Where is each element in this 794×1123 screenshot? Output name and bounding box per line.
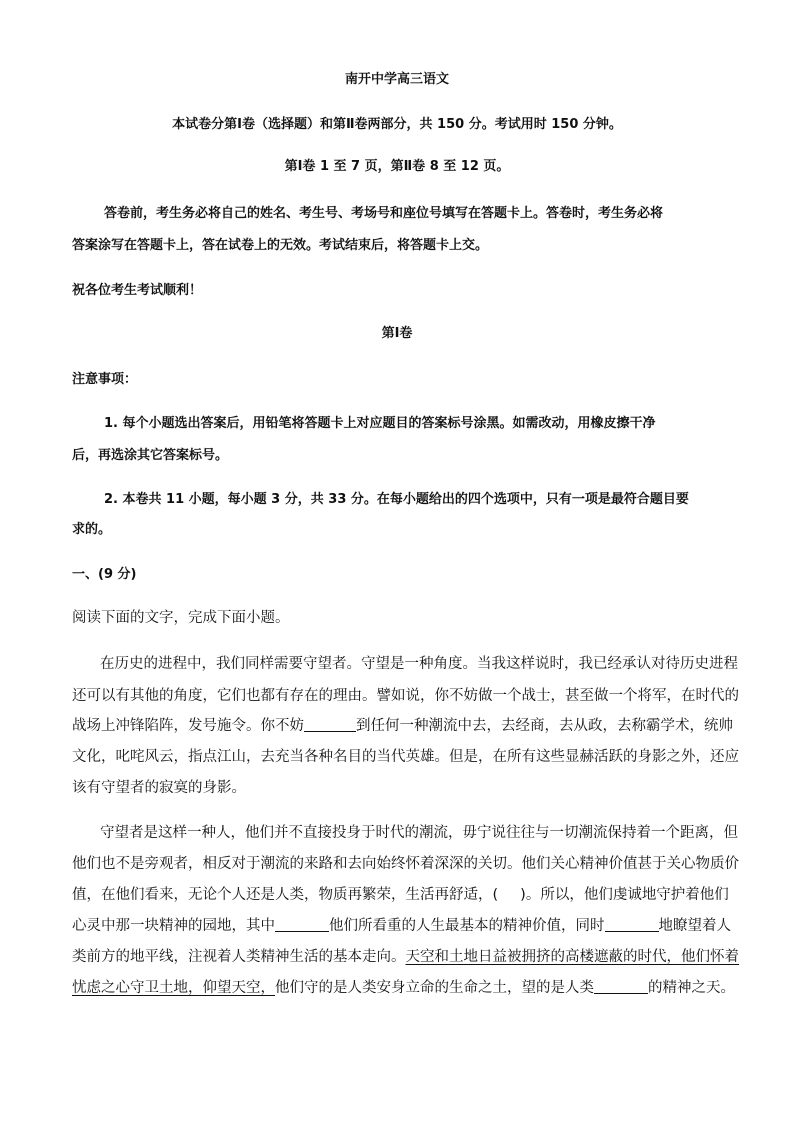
reading-prompt: 阅读下面的文字，完成下面小题。 bbox=[72, 610, 290, 626]
fill-blank-2 bbox=[275, 916, 329, 932]
passage-text: 心灵中那一块精神的园地，其中 bbox=[72, 918, 275, 934]
passage-text: 值，在他们看来，无论个人还是人类，物质再繁荣，生活再舒适，( bbox=[72, 887, 499, 903]
passage-text: 战场上冲锋陷阵，发号施令。你不妨 bbox=[72, 718, 304, 734]
notes-label: 注意事项： bbox=[72, 372, 138, 387]
note-1-line-1: 1. 每个小题选出答案后，用铅笔将答题卡上对应题目的答案标号涂黑。如需改动，用橡皮擦干净 bbox=[104, 416, 656, 431]
passage-p1-line-4: 文化，叱咤风云，指点江山，去充当各种名目的当代英雄。但是，在所有这些显赫活跃的身影之外，还应 bbox=[72, 749, 739, 765]
instructions-line-2: 答案涂写在答题卡上，答在试卷上的无效。考试结束后，将答题卡上交。 bbox=[72, 238, 489, 253]
passage-p1-line-5: 该有守望者的寂寞的身影。 bbox=[72, 780, 246, 796]
passage-p2-line-5 bbox=[72, 945, 739, 966]
note-1-line-2: 后，再选涂其它答案标号。 bbox=[72, 448, 229, 463]
passage-p2-line-4 bbox=[72, 914, 731, 935]
passage-text: 地瞭望着人 bbox=[658, 918, 731, 934]
passage-p1-line-3 bbox=[72, 714, 733, 735]
passage-p2-line-1: 守望者是这样一种人，他们并不直接投身于时代的潮流，毋宁说往往与一切潮流保持着一个距离，但 bbox=[100, 825, 738, 841]
passage-text: 他们守的是人类安身立命的生命之土，望的是人类 bbox=[275, 980, 594, 996]
section-heading: 一、(9 分) bbox=[72, 567, 137, 582]
passage-p1-line-1: 在历史的进程中，我们同样需要守望者。守望是一种角度。当我这样说时，我已经承认对待历史进程 bbox=[100, 656, 738, 672]
underlined-sentence: 天空和土地日益被拥挤的高楼遮蔽的时代，他们怀着 bbox=[405, 949, 739, 965]
fill-blank-3 bbox=[605, 916, 659, 932]
passage-p2-line-6 bbox=[72, 976, 735, 997]
passage-p1-line-2: 还可以有其他的角度，它们也都有存在的理由。譬如说，你不妨做一个战士，甚至做一个将军，在时代的 bbox=[72, 688, 739, 704]
passage-text: 他们所看重的人生最基本的精神价值，同时 bbox=[329, 918, 605, 934]
fill-blank-1 bbox=[304, 716, 356, 732]
passage-text: 到任何一种潮流中去，去经商，去从政，去称霸学术，统帅 bbox=[356, 718, 733, 734]
part-heading: 第Ⅰ卷 bbox=[381, 326, 413, 341]
passage-text: 类前方的地平线，注视着人类精神生活的基本走向。 bbox=[72, 949, 406, 965]
passage-text: )。所以，他们虔诚地守护着他们 bbox=[520, 887, 729, 903]
note-2-line-1: 2. 本卷共 11 小题，每小题 3 分，共 33 分。在每小题给出的四个选项中，只有一项是最符合题目要 bbox=[104, 492, 689, 507]
passage-p2-line-3 bbox=[72, 883, 729, 904]
page-title: 南开中学高三语文 bbox=[344, 72, 449, 87]
exam-intro: 本试卷分第Ⅰ卷（选择题）和第Ⅱ卷两部分，共 150 分。考试用时 150 分钟。 bbox=[172, 117, 622, 132]
page-range: 第Ⅰ卷 1 至 7 页，第Ⅱ卷 8 至 12 页。 bbox=[284, 159, 510, 174]
good-luck-wish: 祝各位考生考试顺利！ bbox=[72, 283, 203, 298]
underlined-sentence: 忧虑之心守卫土地，仰望天空， bbox=[72, 980, 275, 996]
instructions-line-1: 答卷前，考生务必将自己的姓名、考生号、考场号和座位号填写在答题卡上。答卷时，考生务必将 bbox=[104, 206, 664, 221]
note-2-line-2: 求的。 bbox=[72, 522, 112, 537]
fill-blank-4 bbox=[594, 978, 648, 994]
passage-p2-line-2: 他们也不是旁观者，相反对于潮流的来路和去向始终怀着深深的关切。他们关心精神价值甚于关心物质价 bbox=[72, 856, 739, 872]
passage-text: 的精神之天。 bbox=[648, 980, 735, 996]
